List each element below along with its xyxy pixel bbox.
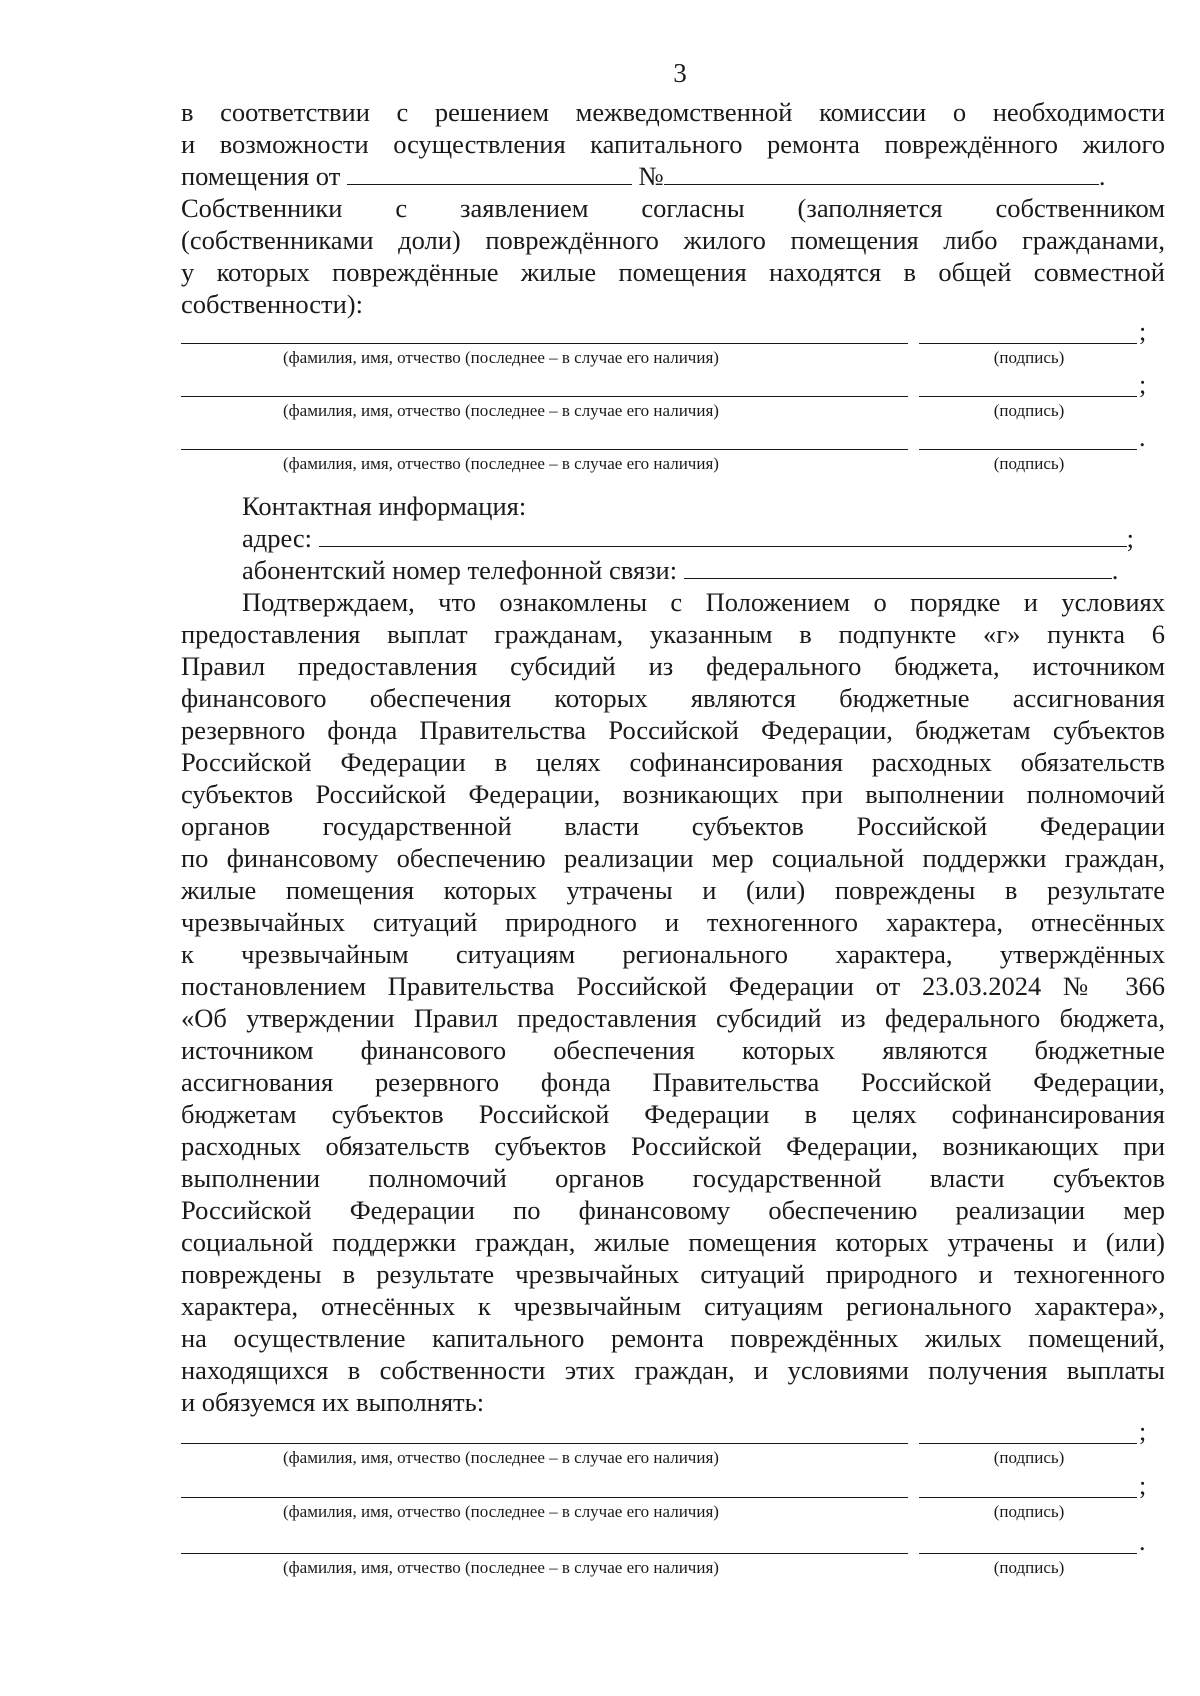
owners-line-1: Собственники с заявлением согласны (заполняется собственником bbox=[181, 193, 1165, 223]
intro-line-3-end: . bbox=[1098, 161, 1106, 191]
signature-caption: (подпись) bbox=[993, 401, 1065, 420]
intro-date-label: помещения от bbox=[181, 161, 341, 191]
signer-name-field[interactable] bbox=[181, 1553, 908, 1554]
address-end: ; bbox=[1126, 523, 1135, 553]
owner-name-field[interactable] bbox=[181, 449, 908, 450]
name-caption: (фамилия, имя, отчество (последнее – в случае его наличия) bbox=[283, 1448, 719, 1467]
intro-line-2: и возможности осуществления капитального ремонта повреждённого жилого bbox=[181, 129, 1165, 159]
name-caption: (фамилия, имя, отчество (последнее – в случае его наличия) bbox=[283, 1502, 719, 1521]
signer-name-field[interactable] bbox=[181, 1443, 908, 1444]
confirm-line: к чрезвычайным ситуациям регионального характера, утверждённых bbox=[181, 939, 1165, 969]
page-number: 3 bbox=[673, 58, 687, 88]
confirm-line: предоставления выплат гражданам, указанным в подпункте «г» пункта 6 bbox=[181, 619, 1165, 649]
confirm-line: постановлением Правительства Российской Федерации от 23.03.2024 № 366 bbox=[181, 971, 1165, 1001]
confirm-line: резервного фонда Правительства Российской Федерации, бюджетам субъектов bbox=[181, 715, 1165, 745]
confirm-line: расходных обязательств субъектов Российской Федерации, возникающих при bbox=[181, 1131, 1165, 1161]
confirm-line: «Об утверждении Правил предоставления субсидий из федерального бюджета, bbox=[181, 1003, 1165, 1033]
confirm-line: Российской Федерации по финансовому обеспечению реализации мер bbox=[181, 1195, 1165, 1225]
confirm-line: по финансовому обеспечению реализации мер социальной поддержки граждан, bbox=[181, 843, 1165, 873]
confirm-line: Подтверждаем, что ознакомлены с Положением о порядке и условиях bbox=[242, 587, 1165, 617]
owner-signature-field[interactable] bbox=[919, 343, 1137, 344]
row-end-mark: ; bbox=[1139, 317, 1147, 346]
confirm-line: социальной поддержки граждан, жилые помещения которых утрачены и (или) bbox=[181, 1227, 1165, 1257]
signer-signature-field[interactable] bbox=[919, 1443, 1137, 1444]
confirm-line: и обязуемся их выполнять: bbox=[181, 1387, 485, 1417]
confirm-line: чрезвычайных ситуаций природного и техногенного характера, отнесённых bbox=[181, 907, 1165, 937]
confirm-line: Российской Федерации в целях софинансирования расходных обязательств bbox=[181, 747, 1165, 777]
intro-line-3 bbox=[181, 160, 1165, 192]
intro-number-label: № bbox=[638, 161, 664, 191]
owner-name-field[interactable] bbox=[181, 343, 908, 344]
phone-field[interactable] bbox=[684, 556, 1112, 579]
decision-date-field[interactable] bbox=[347, 162, 632, 185]
name-caption: (фамилия, имя, отчество (последнее – в случае его наличия) bbox=[283, 401, 719, 420]
phone-end: . bbox=[1111, 555, 1119, 585]
confirm-line: финансового обеспечения которых являются бюджетные ассигнования bbox=[181, 683, 1165, 713]
confirm-line: на осуществление капитального ремонта повреждённых жилых помещений, bbox=[181, 1323, 1165, 1353]
confirm-line: жилые помещения которых утрачены и (или) повреждены в результате bbox=[181, 875, 1165, 905]
confirm-line: ассигнования резервного фонда Правительства Российской Федерации, bbox=[181, 1067, 1165, 1097]
confirm-line: характера, отнесённых к чрезвычайным ситуациям регионального характера», bbox=[181, 1291, 1165, 1321]
owner-signature-row bbox=[181, 370, 1165, 456]
confirm-line: выполнении полномочий органов государственной власти субъектов bbox=[181, 1163, 1165, 1193]
address-field[interactable] bbox=[319, 524, 1127, 547]
contact-title: Контактная информация: bbox=[242, 491, 527, 521]
row-end-mark: ; bbox=[1139, 1471, 1147, 1500]
decision-number-field[interactable] bbox=[664, 162, 1099, 185]
intro-line-1: в соответствии с решением межведомственной комиссии о необходимости bbox=[181, 97, 1165, 127]
confirm-line: источником финансового обеспечения которых являются бюджетные bbox=[181, 1035, 1165, 1065]
confirm-line: находящихся в собственности этих граждан, и условиями получения выплаты bbox=[181, 1355, 1165, 1385]
acknowledge-signature-row bbox=[181, 1471, 1165, 1557]
owners-line-3: у которых повреждённые жилые помещения находятся в общей совместной bbox=[181, 257, 1165, 287]
owners-line-2: (собственниками доли) повреждённого жилого помещения либо гражданами, bbox=[181, 225, 1165, 255]
owner-signature-row bbox=[181, 317, 1165, 403]
confirm-line: повреждены в результате чрезвычайных ситуаций природного и техногенного bbox=[181, 1259, 1165, 1289]
contact-address-row bbox=[242, 522, 1165, 554]
signature-caption: (подпись) bbox=[993, 454, 1065, 473]
contact-phone-row bbox=[242, 554, 1165, 586]
row-end-mark: ; bbox=[1139, 370, 1147, 399]
confirm-line: бюджетам субъектов Российской Федерации в целях софинансирования bbox=[181, 1099, 1165, 1129]
owner-signature-field[interactable] bbox=[919, 449, 1137, 450]
row-end-mark: . bbox=[1139, 423, 1146, 452]
acknowledge-signature-row bbox=[181, 1527, 1165, 1613]
row-end-mark: . bbox=[1139, 1527, 1146, 1556]
signer-name-field[interactable] bbox=[181, 1497, 908, 1498]
name-caption: (фамилия, имя, отчество (последнее – в случае его наличия) bbox=[283, 1558, 719, 1577]
acknowledge-signature-row bbox=[181, 1417, 1165, 1503]
owner-name-field[interactable] bbox=[181, 396, 908, 397]
row-end-mark: ; bbox=[1139, 1417, 1147, 1446]
confirm-line: органов государственной власти субъектов Российской Федерации bbox=[181, 811, 1165, 841]
signer-signature-field[interactable] bbox=[919, 1553, 1137, 1554]
name-caption: (фамилия, имя, отчество (последнее – в случае его наличия) bbox=[283, 454, 719, 473]
owners-line-4: собственности): bbox=[181, 289, 363, 319]
confirm-line: субъектов Российской Федерации, возникающих при выполнении полномочий bbox=[181, 779, 1165, 809]
name-caption: (фамилия, имя, отчество (последнее – в случае его наличия) bbox=[283, 348, 719, 367]
signer-signature-field[interactable] bbox=[919, 1497, 1137, 1498]
signature-caption: (подпись) bbox=[993, 1448, 1065, 1467]
phone-label: абонентский номер телефонной связи: bbox=[242, 555, 678, 585]
confirm-line: Правил предоставления субсидий из федерального бюджета, источником bbox=[181, 651, 1165, 681]
signature-caption: (подпись) bbox=[993, 348, 1065, 367]
owner-signature-field[interactable] bbox=[919, 396, 1137, 397]
signature-caption: (подпись) bbox=[993, 1558, 1065, 1577]
address-label: адрес: bbox=[242, 523, 313, 553]
signature-caption: (подпись) bbox=[993, 1502, 1065, 1521]
